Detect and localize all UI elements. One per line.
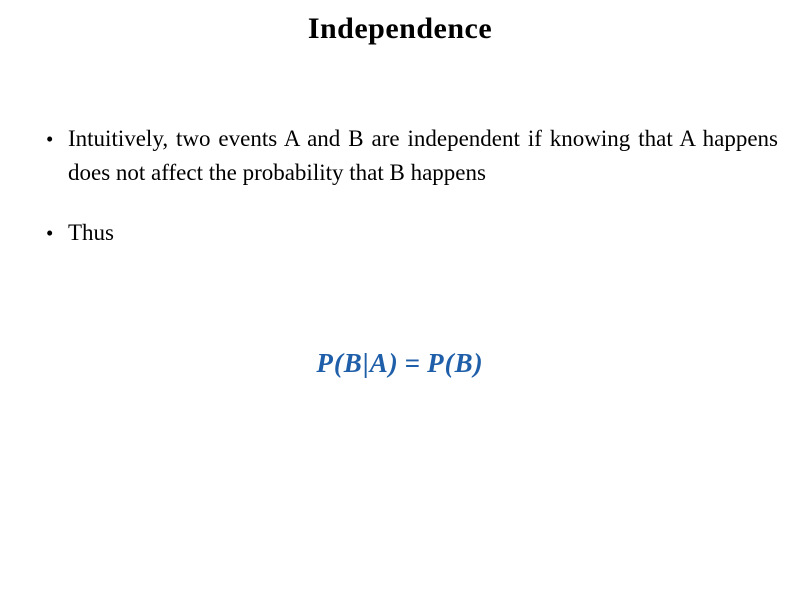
- page-title: Independence: [307, 12, 493, 45]
- bullet-text: Intuitively, two events A and B are independent if knowing that A happens does not affect the probability that B happens: [68, 126, 778, 185]
- formula-operator: =: [404, 348, 422, 378]
- formula: [0, 348, 800, 379]
- bullet-marker-icon: •: [46, 221, 54, 245]
- slide-body: [46, 122, 786, 276]
- bullet-marker-icon: •: [46, 127, 54, 151]
- list-item: [46, 122, 786, 190]
- list-item: [46, 216, 786, 250]
- formula-left: P(B|A): [316, 348, 399, 378]
- bullet-text: Thus: [68, 220, 114, 245]
- formula-right: P(B): [427, 348, 484, 378]
